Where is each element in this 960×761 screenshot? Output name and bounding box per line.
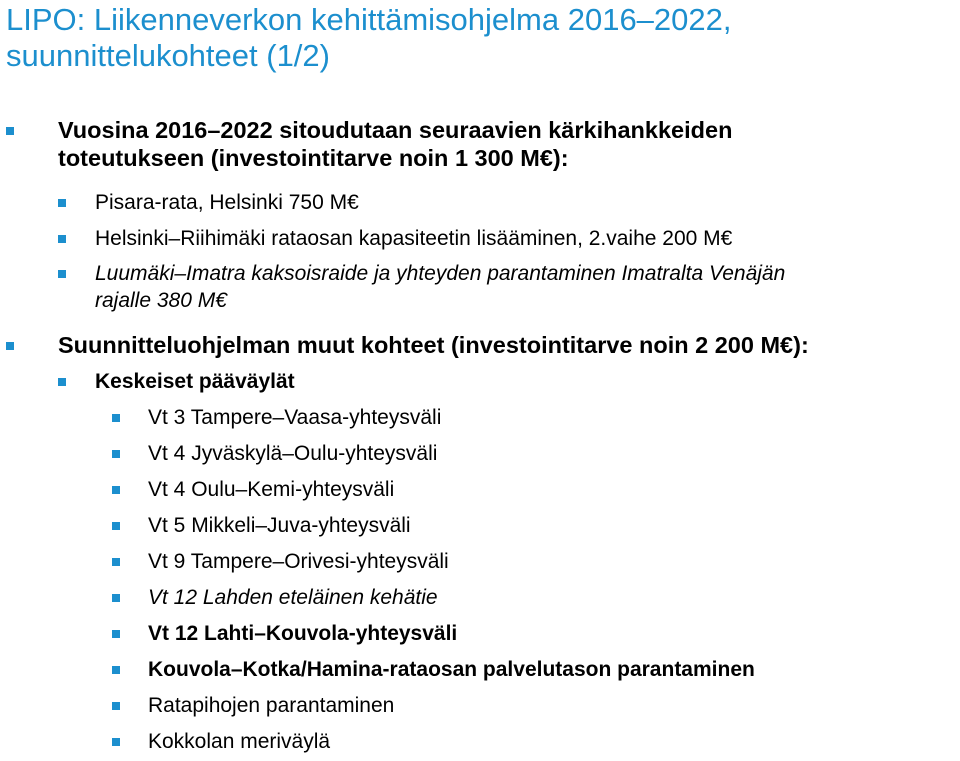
list-item xyxy=(95,260,785,314)
square-bullet-icon xyxy=(58,270,66,278)
square-bullet-icon xyxy=(112,558,120,566)
list-item: Vt 9 Tampere–Orivesi-yhteysväli xyxy=(148,550,449,573)
list-item: Kouvola–Kotka/Hamina-rataosan palvelutason parantaminen xyxy=(148,658,755,681)
slide-title-line-2: suunnittelukohteet (1/2) xyxy=(6,38,330,73)
list-item: Helsinki–Riihimäki rataosan kapasiteetin lisääminen, 2.vaihe 200 M€ xyxy=(95,227,733,250)
slide-title-line-1: LIPO: Liikenneverkon kehittämisohjelma 2016–2022, xyxy=(6,2,732,37)
list-item-line-2: rajalle 380 M€ xyxy=(95,289,227,312)
square-bullet-icon xyxy=(6,342,14,350)
list-item: Ratapihojen parantaminen xyxy=(148,694,395,717)
list-item: Vt 3 Tampere–Vaasa-yhteysväli xyxy=(148,406,442,429)
square-bullet-icon xyxy=(112,594,120,602)
section2-heading: Suunnitteluohjelman muut kohteet (investointitarve noin 2 200 M€): xyxy=(58,332,809,358)
list-item: Vt 4 Oulu–Kemi-yhteysväli xyxy=(148,478,395,501)
square-bullet-icon xyxy=(58,378,66,386)
square-bullet-icon xyxy=(112,666,120,674)
square-bullet-icon xyxy=(112,630,120,638)
square-bullet-icon xyxy=(112,738,120,746)
list-item: Kokkolan meriväylä xyxy=(148,730,331,753)
list-item: Vt 12 Lahti–Kouvola-yhteysväli xyxy=(148,622,458,645)
section1-heading-line-2: toteutukseen (investointitarve noin 1 300 M€): xyxy=(58,145,569,171)
square-bullet-icon xyxy=(112,702,120,710)
section1-heading xyxy=(58,116,732,172)
square-bullet-icon xyxy=(112,450,120,458)
list-item: Vt 4 Jyväskylä–Oulu-yhteysväli xyxy=(148,442,438,465)
slide-title xyxy=(6,2,956,74)
square-bullet-icon xyxy=(112,486,120,494)
list-item-line-1: Luumäki–Imatra kaksoisraide ja yhteyden parantaminen Imatralta Venäjän xyxy=(95,262,786,285)
square-bullet-icon xyxy=(112,414,120,422)
section2-subheading: Keskeiset pääväylät xyxy=(95,370,295,393)
list-item: Pisara-rata, Helsinki 750 M€ xyxy=(95,191,359,214)
section1-heading-line-1: Vuosina 2016–2022 sitoudutaan seuraavien kärkihankkeiden xyxy=(58,117,733,143)
square-bullet-icon xyxy=(112,522,120,530)
square-bullet-icon xyxy=(58,199,66,207)
list-item: Vt 5 Mikkeli–Juva-yhteysväli xyxy=(148,514,411,537)
square-bullet-icon xyxy=(58,235,66,243)
list-item: Vt 12 Lahden eteläinen kehätie xyxy=(148,586,438,609)
square-bullet-icon xyxy=(6,127,14,135)
